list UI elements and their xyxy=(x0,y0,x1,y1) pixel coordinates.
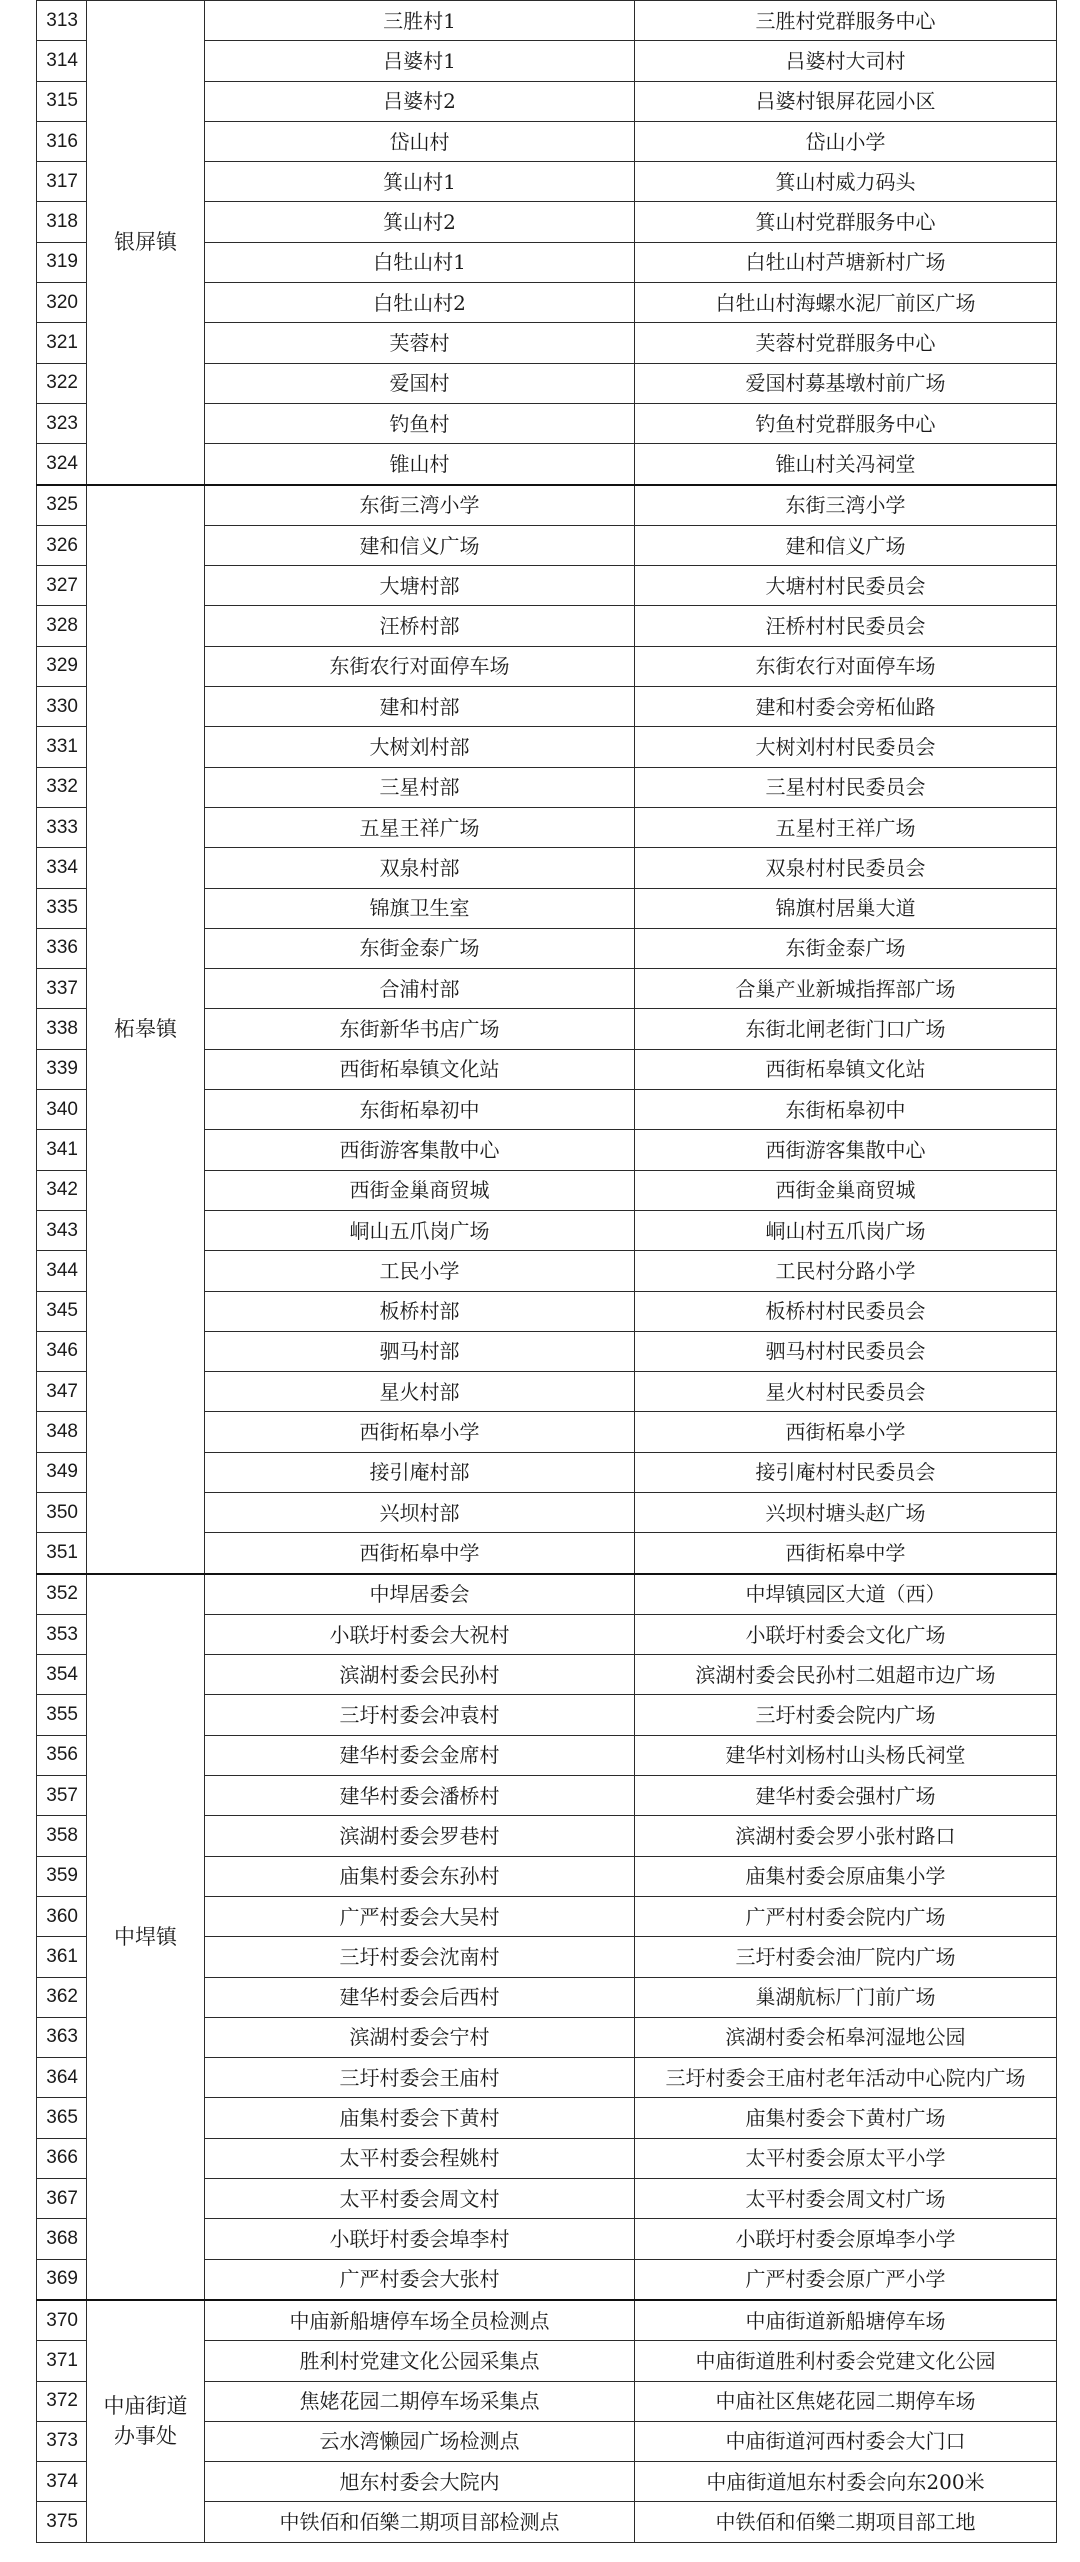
site-name: 中铁佰和佰樂二期项目部检测点 xyxy=(205,2502,635,2542)
site-name: 东街柘皋初中 xyxy=(205,1090,635,1130)
site-location: 中庙社区焦姥花园二期停车场 xyxy=(635,2381,1057,2421)
row-number: 324 xyxy=(37,444,87,485)
site-location: 西街柘皋小学 xyxy=(635,1412,1057,1452)
site-name: 三胜村1 xyxy=(205,1,635,41)
site-location: 小联圩村委会原埠李小学 xyxy=(635,2219,1057,2259)
row-number: 323 xyxy=(37,403,87,443)
site-location: 滨湖村委会民孙村二姐超市边广场 xyxy=(635,1655,1057,1695)
site-location: 接引庵村村民委员会 xyxy=(635,1452,1057,1492)
table-row xyxy=(37,1574,1057,1615)
row-number: 369 xyxy=(37,2259,87,2300)
site-location: 建和信义广场 xyxy=(635,525,1057,565)
site-location: 建和村委会旁柘仙路 xyxy=(635,687,1057,727)
row-number: 322 xyxy=(37,363,87,403)
site-location: 白牡山村海螺水泥厂前区广场 xyxy=(635,283,1057,323)
row-number: 349 xyxy=(37,1452,87,1492)
row-number: 352 xyxy=(37,1574,87,1615)
site-name: 驷马村部 xyxy=(205,1331,635,1371)
site-location: 星火村村民委员会 xyxy=(635,1372,1057,1412)
site-name: 锦旗卫生室 xyxy=(205,888,635,928)
site-name: 云水湾懒园广场检测点 xyxy=(205,2421,635,2461)
site-location: 东街农行对面停车场 xyxy=(635,646,1057,686)
site-name: 广严村委会大张村 xyxy=(205,2259,635,2300)
site-name: 东街农行对面停车场 xyxy=(205,646,635,686)
site-name: 小联圩村委会大祝村 xyxy=(205,1614,635,1654)
site-name: 庙集村委会东孙村 xyxy=(205,1856,635,1896)
site-name: 星火村部 xyxy=(205,1372,635,1412)
row-number: 353 xyxy=(37,1614,87,1654)
row-number: 372 xyxy=(37,2381,87,2421)
town-name: 银屏镇 xyxy=(87,1,205,485)
site-location: 太平村委会周文村广场 xyxy=(635,2179,1057,2219)
site-location: 中庙街道旭东村委会向东200米 xyxy=(635,2462,1057,2502)
site-name: 建华村委会后西村 xyxy=(205,1977,635,2017)
site-location: 吕婆村银屏花园小区 xyxy=(635,81,1057,121)
site-name: 箕山村1 xyxy=(205,162,635,202)
row-number: 357 xyxy=(37,1776,87,1816)
site-name: 三圩村委会冲袁村 xyxy=(205,1695,635,1735)
site-location: 广严村委会原广严小学 xyxy=(635,2259,1057,2300)
row-number: 374 xyxy=(37,2462,87,2502)
site-name: 西街柘皋镇文化站 xyxy=(205,1049,635,1089)
site-location: 小联圩村委会文化广场 xyxy=(635,1614,1057,1654)
site-location: 建华村刘杨村山头杨氏祠堂 xyxy=(635,1735,1057,1775)
site-location: 大树刘村村民委员会 xyxy=(635,727,1057,767)
row-number: 355 xyxy=(37,1695,87,1735)
site-name: 太平村委会程姚村 xyxy=(205,2138,635,2178)
site-name: 板桥村部 xyxy=(205,1291,635,1331)
site-name: 箕山村2 xyxy=(205,202,635,242)
site-location: 中庙街道新船塘停车场 xyxy=(635,2300,1057,2341)
site-location: 三胜村党群服务中心 xyxy=(635,1,1057,41)
row-number: 334 xyxy=(37,848,87,888)
row-number: 364 xyxy=(37,2058,87,2098)
row-number: 326 xyxy=(37,525,87,565)
row-number: 348 xyxy=(37,1412,87,1452)
site-name: 吕婆村1 xyxy=(205,41,635,81)
site-location: 中庙街道胜利村委会党建文化公园 xyxy=(635,2341,1057,2381)
site-name: 吕婆村2 xyxy=(205,81,635,121)
site-name: 中庙新船塘停车场全员检测点 xyxy=(205,2300,635,2341)
site-table xyxy=(36,0,1057,2543)
site-name: 滨湖村委会罗巷村 xyxy=(205,1816,635,1856)
site-location: 合巢产业新城指挥部广场 xyxy=(635,969,1057,1009)
row-number: 358 xyxy=(37,1816,87,1856)
site-location: 锦旗村居巢大道 xyxy=(635,888,1057,928)
site-name: 合浦村部 xyxy=(205,969,635,1009)
site-name: 三星村部 xyxy=(205,767,635,807)
site-name: 兴坝村部 xyxy=(205,1492,635,1532)
site-location: 西街游客集散中心 xyxy=(635,1130,1057,1170)
site-location: 锥山村关冯祠堂 xyxy=(635,444,1057,485)
site-name: 爱国村 xyxy=(205,363,635,403)
site-location: 西街金巢商贸城 xyxy=(635,1170,1057,1210)
site-location: 三星村村民委员会 xyxy=(635,767,1057,807)
row-number: 318 xyxy=(37,202,87,242)
site-name: 峒山五爪岗广场 xyxy=(205,1210,635,1250)
site-name: 三圩村委会王庙村 xyxy=(205,2058,635,2098)
site-location: 东街三湾小学 xyxy=(635,485,1057,526)
site-location: 中铁佰和佰樂二期项目部工地 xyxy=(635,2502,1057,2542)
town-name: 中庙街道 办事处 xyxy=(87,2300,205,2542)
row-number: 313 xyxy=(37,1,87,41)
site-location: 东街北闸老街门口广场 xyxy=(635,1009,1057,1049)
site-name: 建和信义广场 xyxy=(205,525,635,565)
row-number: 360 xyxy=(37,1896,87,1936)
site-name: 锥山村 xyxy=(205,444,635,485)
site-location: 中垾镇园区大道（西） xyxy=(635,1574,1057,1615)
site-name: 小联圩村委会埠李村 xyxy=(205,2219,635,2259)
row-number: 365 xyxy=(37,2098,87,2138)
row-number: 344 xyxy=(37,1251,87,1291)
row-number: 366 xyxy=(37,2138,87,2178)
row-number: 321 xyxy=(37,323,87,363)
site-name: 西街柘皋中学 xyxy=(205,1533,635,1574)
site-location: 滨湖村委会柘皋河湿地公园 xyxy=(635,2017,1057,2057)
site-location: 芙蓉村党群服务中心 xyxy=(635,323,1057,363)
row-number: 330 xyxy=(37,687,87,727)
row-number: 371 xyxy=(37,2341,87,2381)
site-name: 滨湖村委会宁村 xyxy=(205,2017,635,2057)
row-number: 350 xyxy=(37,1492,87,1532)
site-name: 中垾居委会 xyxy=(205,1574,635,1615)
site-name: 庙集村委会下黄村 xyxy=(205,2098,635,2138)
site-location: 双泉村村民委员会 xyxy=(635,848,1057,888)
row-number: 341 xyxy=(37,1130,87,1170)
row-number: 320 xyxy=(37,283,87,323)
site-name: 旭东村委会大院内 xyxy=(205,2462,635,2502)
site-location: 吕婆村大司村 xyxy=(635,41,1057,81)
site-name: 广严村委会大吴村 xyxy=(205,1896,635,1936)
row-number: 317 xyxy=(37,162,87,202)
site-name: 西街游客集散中心 xyxy=(205,1130,635,1170)
site-location: 板桥村村民委员会 xyxy=(635,1291,1057,1331)
row-number: 335 xyxy=(37,888,87,928)
row-number: 359 xyxy=(37,1856,87,1896)
row-number: 370 xyxy=(37,2300,87,2341)
table-row xyxy=(37,485,1057,526)
site-location: 广严村村委会院内广场 xyxy=(635,1896,1057,1936)
row-number: 368 xyxy=(37,2219,87,2259)
site-location: 滨湖村委会罗小张村路口 xyxy=(635,1816,1057,1856)
site-location: 三圩村委会油厂院内广场 xyxy=(635,1937,1057,1977)
site-location: 岱山小学 xyxy=(635,121,1057,161)
row-number: 315 xyxy=(37,81,87,121)
site-name: 胜利村党建文化公园采集点 xyxy=(205,2341,635,2381)
site-location: 庙集村委会下黄村广场 xyxy=(635,2098,1057,2138)
row-number: 363 xyxy=(37,2017,87,2057)
site-location: 工民村分路小学 xyxy=(635,1251,1057,1291)
site-table-body xyxy=(37,1,1057,2543)
site-location: 钓鱼村党群服务中心 xyxy=(635,403,1057,443)
site-name: 白牡山村1 xyxy=(205,242,635,282)
row-number: 339 xyxy=(37,1049,87,1089)
row-number: 325 xyxy=(37,485,87,526)
row-number: 329 xyxy=(37,646,87,686)
site-name: 大塘村部 xyxy=(205,566,635,606)
site-location: 驷马村村民委员会 xyxy=(635,1331,1057,1371)
site-name: 东街金泰广场 xyxy=(205,928,635,968)
row-number: 367 xyxy=(37,2179,87,2219)
site-location: 兴坝村塘头赵广场 xyxy=(635,1492,1057,1532)
row-number: 362 xyxy=(37,1977,87,2017)
row-number: 319 xyxy=(37,242,87,282)
row-number: 345 xyxy=(37,1291,87,1331)
site-location: 建华村委会强村广场 xyxy=(635,1776,1057,1816)
row-number: 375 xyxy=(37,2502,87,2542)
site-name: 双泉村部 xyxy=(205,848,635,888)
site-name: 东街三湾小学 xyxy=(205,485,635,526)
site-name: 大树刘村部 xyxy=(205,727,635,767)
row-number: 340 xyxy=(37,1090,87,1130)
row-number: 327 xyxy=(37,566,87,606)
site-location: 庙集村委会原庙集小学 xyxy=(635,1856,1057,1896)
row-number: 342 xyxy=(37,1170,87,1210)
site-name: 白牡山村2 xyxy=(205,283,635,323)
site-location: 大塘村村民委员会 xyxy=(635,566,1057,606)
site-location: 汪桥村村民委员会 xyxy=(635,606,1057,646)
site-location: 箕山村威力码头 xyxy=(635,162,1057,202)
site-location: 五星村王祥广场 xyxy=(635,807,1057,847)
site-name: 东街新华书店广场 xyxy=(205,1009,635,1049)
site-name: 五星王祥广场 xyxy=(205,807,635,847)
site-location: 三圩村委会院内广场 xyxy=(635,1695,1057,1735)
town-name: 柘皋镇 xyxy=(87,485,205,1574)
row-number: 356 xyxy=(37,1735,87,1775)
site-location: 西街柘皋镇文化站 xyxy=(635,1049,1057,1089)
site-name: 焦姥花园二期停车场采集点 xyxy=(205,2381,635,2421)
site-location: 巢湖航标厂门前广场 xyxy=(635,1977,1057,2017)
row-number: 331 xyxy=(37,727,87,767)
row-number: 332 xyxy=(37,767,87,807)
site-name: 西街金巢商贸城 xyxy=(205,1170,635,1210)
site-location: 西街柘皋中学 xyxy=(635,1533,1057,1574)
row-number: 373 xyxy=(37,2421,87,2461)
site-name: 汪桥村部 xyxy=(205,606,635,646)
site-location: 三圩村委会王庙村老年活动中心院内广场 xyxy=(635,2058,1057,2098)
row-number: 336 xyxy=(37,928,87,968)
row-number: 351 xyxy=(37,1533,87,1574)
site-location: 东街金泰广场 xyxy=(635,928,1057,968)
site-name: 建华村委会潘桥村 xyxy=(205,1776,635,1816)
site-location: 中庙街道河西村委会大门口 xyxy=(635,2421,1057,2461)
site-location: 峒山村五爪岗广场 xyxy=(635,1210,1057,1250)
site-location: 爱国村募基墩村前广场 xyxy=(635,363,1057,403)
row-number: 354 xyxy=(37,1655,87,1695)
site-name: 建和村部 xyxy=(205,687,635,727)
site-name: 太平村委会周文村 xyxy=(205,2179,635,2219)
table-row xyxy=(37,1,1057,41)
row-number: 346 xyxy=(37,1331,87,1371)
site-name: 三圩村委会沈南村 xyxy=(205,1937,635,1977)
row-number: 328 xyxy=(37,606,87,646)
site-location: 太平村委会原太平小学 xyxy=(635,2138,1057,2178)
site-name: 接引庵村部 xyxy=(205,1452,635,1492)
site-name: 建华村委会金席村 xyxy=(205,1735,635,1775)
row-number: 316 xyxy=(37,121,87,161)
row-number: 338 xyxy=(37,1009,87,1049)
site-name: 芙蓉村 xyxy=(205,323,635,363)
site-location: 东街柘皋初中 xyxy=(635,1090,1057,1130)
table-row xyxy=(37,2300,1057,2341)
site-location: 白牡山村芦塘新村广场 xyxy=(635,242,1057,282)
row-number: 333 xyxy=(37,807,87,847)
row-number: 343 xyxy=(37,1210,87,1250)
site-name: 工民小学 xyxy=(205,1251,635,1291)
row-number: 347 xyxy=(37,1372,87,1412)
row-number: 314 xyxy=(37,41,87,81)
site-name: 西街柘皋小学 xyxy=(205,1412,635,1452)
site-location: 箕山村党群服务中心 xyxy=(635,202,1057,242)
row-number: 361 xyxy=(37,1937,87,1977)
site-name: 岱山村 xyxy=(205,121,635,161)
site-name: 滨湖村委会民孙村 xyxy=(205,1655,635,1695)
row-number: 337 xyxy=(37,969,87,1009)
town-name: 中垾镇 xyxy=(87,1574,205,2300)
site-name: 钓鱼村 xyxy=(205,403,635,443)
